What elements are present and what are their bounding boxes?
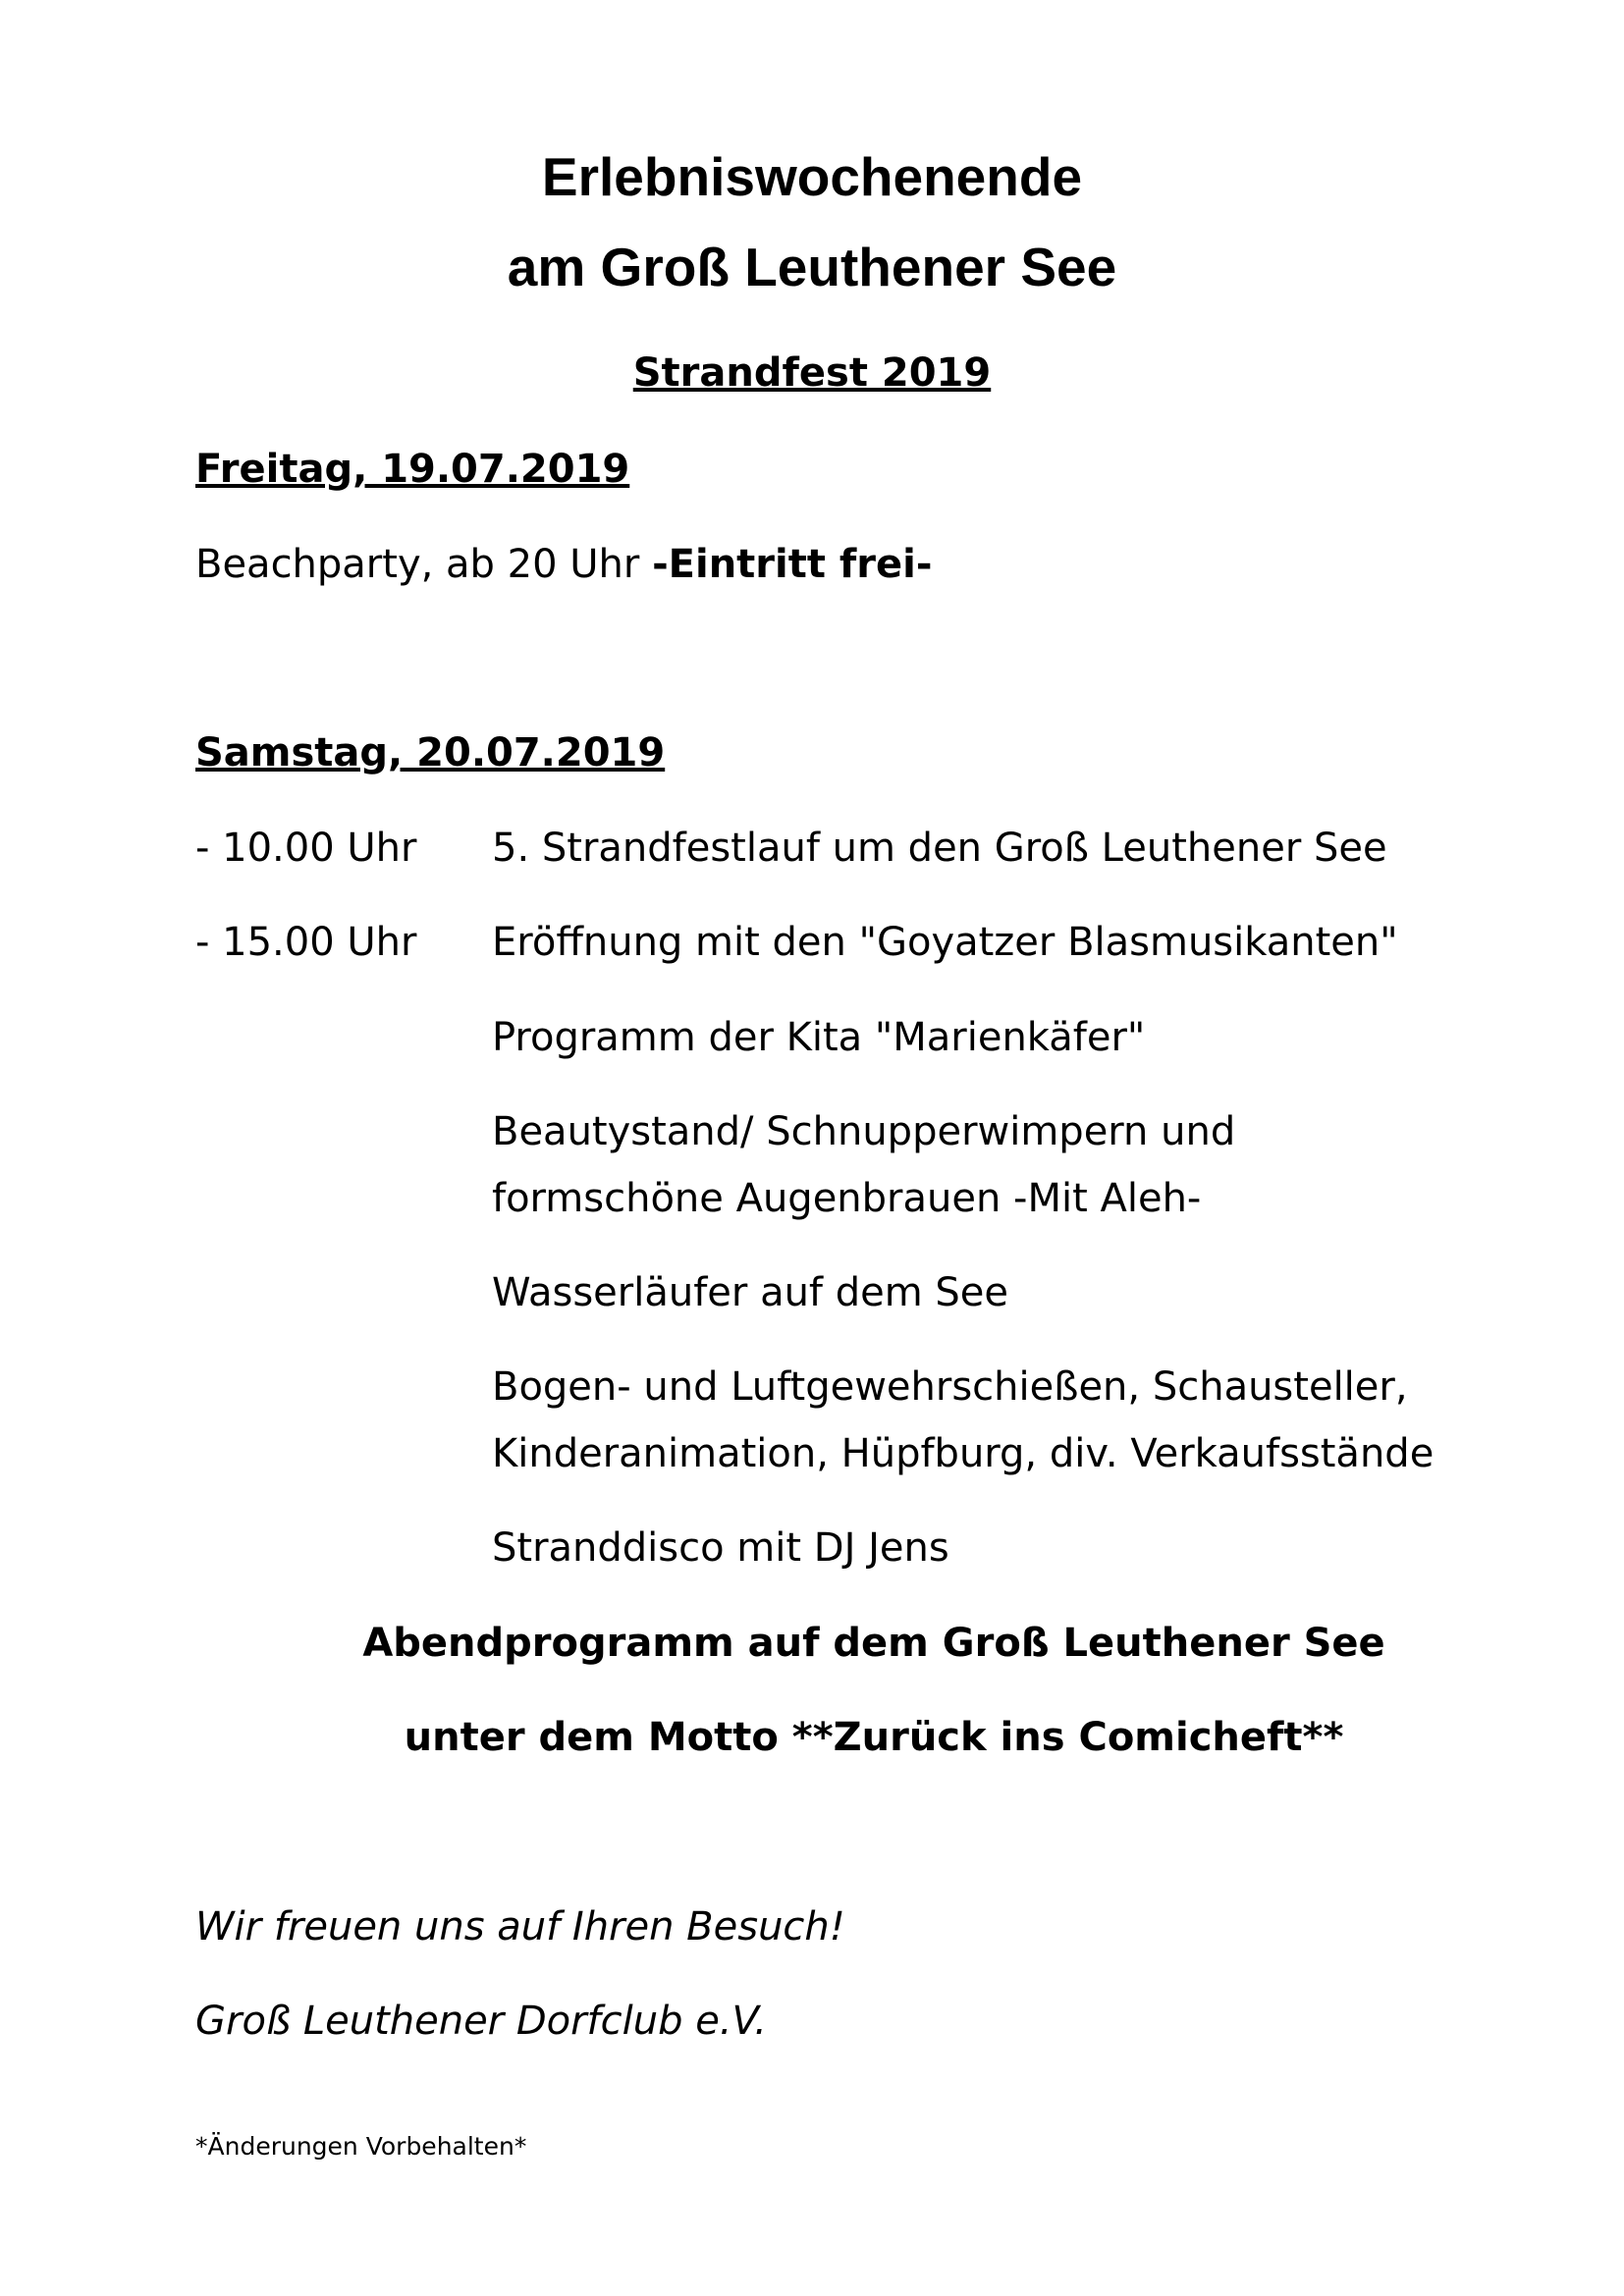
friday-event-admission: -Eintritt frei- bbox=[652, 542, 933, 587]
program-item: Beautystand/ Schnupperwimpern und bbox=[492, 1109, 1236, 1154]
schedule-text: Eröffnung mit den "Goyatzer Blasmusikanten" bbox=[492, 920, 1398, 965]
program-item: formschöne Augenbrauen -Mit Aleh- bbox=[492, 1176, 1202, 1221]
schedule-time: - 15.00 Uhr bbox=[195, 920, 417, 965]
program-item: Stranddisco mit DJ Jens bbox=[492, 1525, 949, 1571]
saturday-heading: Samstag, 20.07.2019 bbox=[195, 730, 666, 775]
closing-greeting: Wir freuen uns auf Ihren Besuch! bbox=[195, 1904, 845, 1949]
schedule-time: - 10.00 Uhr bbox=[195, 826, 417, 871]
friday-event bbox=[195, 542, 933, 587]
schedule-text: 5. Strandfestlauf um den Groß Leuthener See bbox=[492, 826, 1387, 871]
evening-program-line-2: unter dem Motto **Zurück ins Comicheft** bbox=[404, 1715, 1344, 1760]
title-line-1: Erlebniswochenende bbox=[541, 146, 1083, 207]
footnote: *Änderungen Vorbehalten* bbox=[195, 2132, 527, 2161]
program-item: Wasserläufer auf dem See bbox=[492, 1270, 1009, 1315]
closing-signature: Groß Leuthener Dorfclub e.V. bbox=[195, 1999, 768, 2044]
evening-program-line-1: Abendprogramm auf dem Groß Leuthener See bbox=[362, 1621, 1385, 1666]
program-item: Bogen- und Luftgewehrschießen, Schausteller, bbox=[492, 1364, 1408, 1410]
program-item: Kinderanimation, Hüpfburg, div. Verkaufsstände bbox=[492, 1431, 1435, 1476]
friday-event-text: Beachparty, ab 20 Uhr bbox=[195, 542, 653, 587]
subtitle: Strandfest 2019 bbox=[632, 350, 992, 396]
friday-heading: Freitag, 19.07.2019 bbox=[195, 447, 630, 492]
program-item: Programm der Kita "Marienkäfer" bbox=[492, 1015, 1146, 1060]
title-line-2: am Groß Leuthener See bbox=[507, 237, 1117, 297]
